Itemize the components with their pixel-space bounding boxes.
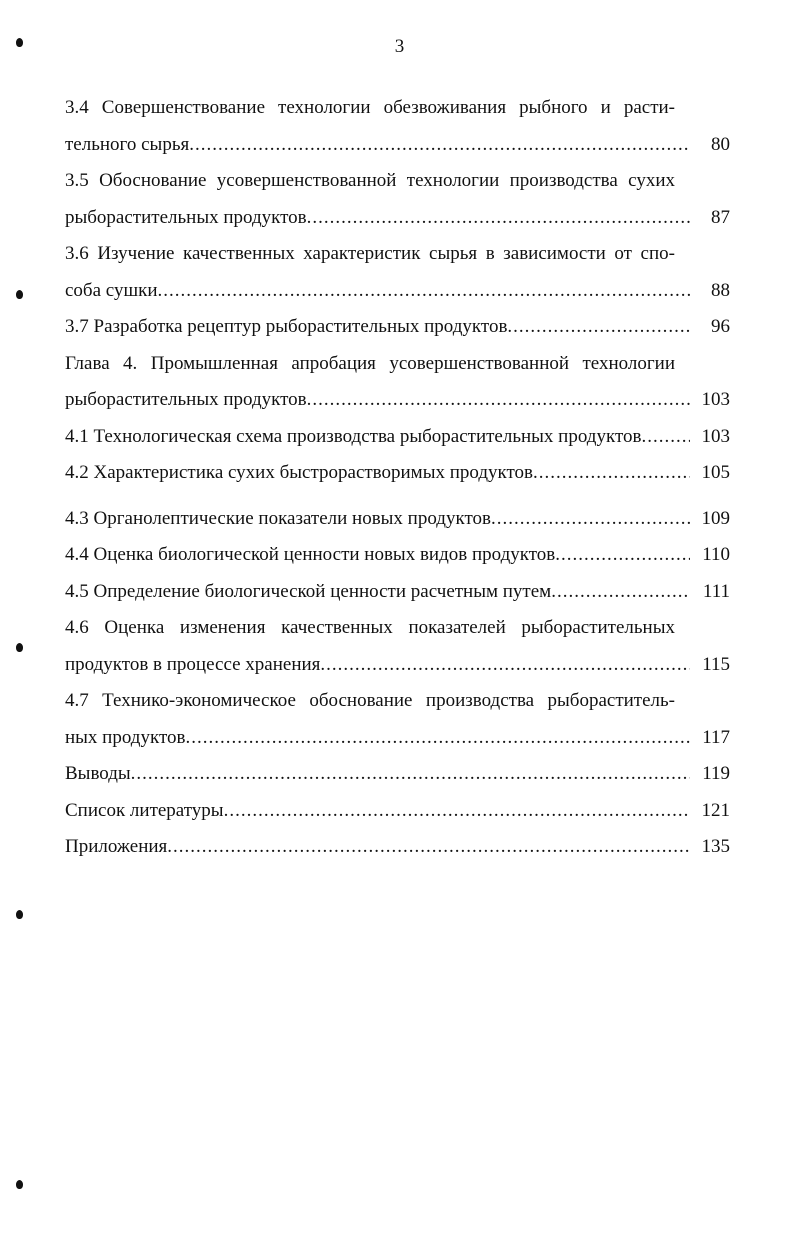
toc-entry-chapter-4: [65, 346, 730, 419]
toc-page-number: 88: [711, 279, 730, 301]
toc-entry-text: 4.7 Технико-экономическое обоснование производства рыбораститель-: [65, 690, 675, 711]
leader-dots: [167, 829, 690, 866]
binding-mark: [16, 38, 23, 47]
toc-page-number: 109: [701, 507, 730, 529]
leader-dots: [320, 647, 690, 684]
toc-entry-text: Список литературы: [65, 799, 224, 821]
toc-entry-text: рыборастительных продуктов: [65, 206, 307, 228]
leader-dots: [307, 200, 690, 237]
toc-entry-text: 4.4 Оценка биологической ценности новых видов продуктов: [65, 544, 556, 565]
binding-mark: [16, 290, 23, 299]
leader-dots: [189, 127, 690, 164]
toc-page-number: 110: [702, 544, 730, 565]
toc-entry-text: 4.3 Органолептические показатели новых продуктов: [65, 507, 491, 529]
toc-entry-text: рыборастительных продуктов: [65, 389, 307, 410]
toc-page-number: 111: [702, 580, 730, 602]
toc-entry-4-6: [65, 610, 730, 683]
leader-dots: [131, 756, 690, 793]
toc-entry-text: 4.1 Технологическая схема производства рыборастительных продуктов: [65, 425, 642, 447]
leader-dots: [307, 382, 690, 419]
toc-page-number: 119: [702, 763, 730, 784]
toc-entry-references: [65, 793, 730, 830]
toc-entry-4-5: [65, 574, 730, 611]
leader-dots: [507, 309, 690, 346]
toc-page-number: 117: [702, 726, 730, 748]
toc-entry-4-3: [65, 501, 730, 538]
toc-entry-text: 3.7 Разработка рецептур рыборастительных продуктов: [65, 316, 508, 337]
toc-entry-text: ных продуктов: [65, 726, 186, 748]
leader-dots: [491, 501, 690, 538]
toc-entry-text: 3.4 Совершенствование технологии обезвоживания рыбного и расти-: [65, 97, 675, 118]
leader-dots: [533, 455, 690, 492]
toc-entry-text: тельного сырья: [65, 133, 190, 155]
toc-entry-text: Глава 4. Промышленная апробация усовершенствованной технологии: [65, 352, 675, 374]
leader-dots: [224, 793, 690, 830]
toc-entry-text: 4.2 Характеристика сухих быстрорастворимых продуктов: [65, 462, 534, 483]
leader-dots: [555, 537, 690, 574]
leader-dots: [551, 574, 690, 611]
toc-page-number: 96: [711, 316, 730, 337]
binding-mark: [16, 910, 23, 919]
toc-page-number: 103: [701, 389, 730, 410]
toc-entry-text: Выводы: [65, 763, 131, 784]
leader-dots: [641, 419, 690, 456]
toc-entry-conclusions: [65, 756, 730, 793]
toc-entry-3-7: [65, 309, 730, 346]
toc-entry-text: Приложения: [65, 836, 168, 857]
toc-entry-4-4: [65, 537, 730, 574]
toc-entry-text: 3.6 Изучение качественных характеристик сырья в зависимости от спо-: [65, 243, 675, 264]
toc-entry-4-2: [65, 455, 730, 492]
toc-entry-4-7: [65, 683, 730, 756]
page-number: 3: [394, 36, 405, 57]
toc-page-number: 115: [702, 653, 730, 675]
toc-entry-text: 4.6 Оценка изменения качественных показателей рыборастительных: [65, 617, 675, 638]
toc-entry-text: 3.5 Обоснование усовершенствованной технологии производства сухих: [65, 170, 675, 191]
table-of-contents: [65, 90, 730, 866]
toc-entry-text: продуктов в процессе хранения: [65, 653, 321, 675]
toc-entry-3-6: [65, 236, 730, 309]
toc-page-number: 135: [701, 836, 730, 857]
toc-entry-3-5: [65, 163, 730, 236]
toc-entry-3-4: [65, 90, 730, 163]
binding-mark: [16, 1180, 23, 1189]
toc-entry-text: соба сушки: [65, 279, 158, 301]
toc-page-number: 103: [701, 425, 730, 447]
leader-dots: [158, 273, 691, 310]
toc-page-number: 87: [711, 206, 730, 228]
toc-entry-text: 4.5 Определение биологической ценности расчетным путем: [65, 580, 552, 602]
toc-entry-appendices: [65, 829, 730, 866]
toc-page-number: 80: [711, 133, 730, 155]
toc-page-number: 105: [701, 462, 730, 483]
toc-entry-4-1: [65, 419, 730, 456]
binding-mark: [16, 643, 23, 652]
toc-page-number: 121: [701, 799, 730, 821]
leader-dots: [185, 720, 690, 757]
